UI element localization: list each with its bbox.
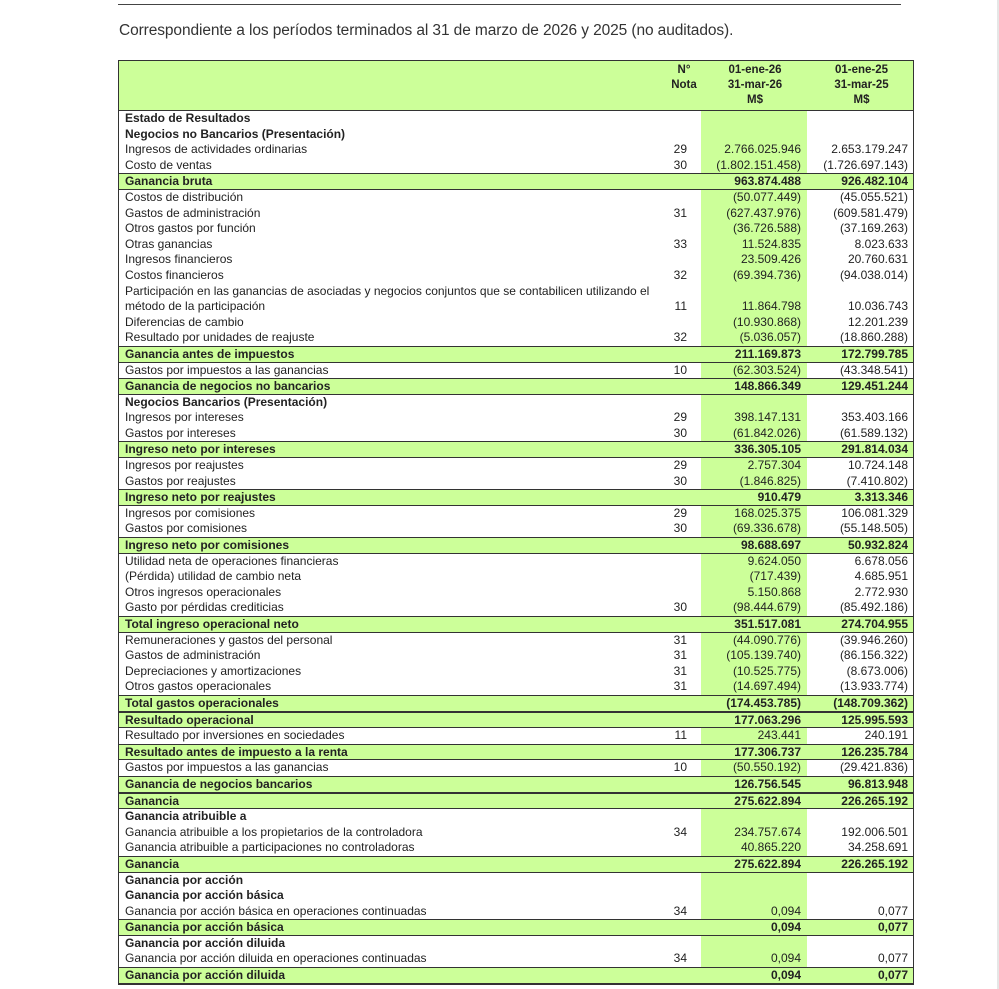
header-nota: N° Nota (671, 64, 697, 91)
subtotal-row (119, 856, 913, 873)
row-label: Total gastos operacionales (125, 695, 279, 710)
value-2025: 291.814.034 (841, 442, 908, 457)
subtotal-row (119, 695, 913, 712)
row-nota: 34 (673, 951, 687, 966)
value-2025: 106.081.329 (841, 505, 908, 520)
row-nota: 30 (673, 425, 687, 440)
row-label: Costos de distribución (125, 189, 244, 204)
row-label: Ganancia (125, 856, 180, 871)
value-2025: 0,077 (877, 903, 908, 918)
value-2025: (55.148.505) (839, 521, 908, 536)
table-row (119, 330, 913, 346)
row-nota: 10 (673, 362, 687, 377)
row-nota: 30 (673, 157, 687, 172)
row-label: Ingreso neto por intereses (125, 442, 276, 457)
row-label: Ganancia atribuible a participaciones no controladoras (125, 840, 415, 855)
value-2025: 10.724.148 (847, 458, 908, 473)
table-row (119, 521, 913, 537)
row-nota: 29 (673, 142, 687, 157)
table-row (119, 600, 913, 616)
value-2026: (61.842.026) (732, 425, 801, 440)
row-label: Ingreso neto por reajustes (125, 490, 276, 505)
value-2026: (717.439) (749, 569, 801, 584)
row-label: Ganancia por acción diluida (125, 968, 286, 983)
value-2026: 275.622.894 (734, 856, 801, 871)
row-label: Total ingreso operacional neto (125, 617, 299, 631)
table-row (119, 284, 913, 315)
header-period-2025: 01-ene-25 31-mar-25 M$ (834, 64, 889, 106)
row-label: Participación en las ganancias de asociadas y negocios conjuntos que se contabilicen utilizando el método de la participación (125, 283, 650, 314)
row-label: Ganancia bruta (125, 174, 213, 189)
table-row (119, 426, 913, 442)
value-2026: (98.444.679) (732, 600, 801, 615)
row-label: Otros gastos por función (125, 221, 256, 236)
value-2026: (50.550.192) (732, 760, 801, 775)
value-2025: 0,077 (877, 968, 908, 983)
table-body (119, 111, 913, 984)
row-nota: 30 (673, 521, 687, 536)
value-2025: 172.799.785 (841, 346, 908, 361)
row-label: Ganancia atribuible a los propietarios de la controladora (125, 824, 423, 839)
value-2025: 20.760.631 (847, 252, 908, 267)
value-2026: 211.169.873 (734, 346, 801, 361)
value-2026: (69.336.678) (732, 521, 801, 536)
value-2025: (61.589.132) (839, 425, 908, 440)
table-row (119, 809, 913, 825)
value-2025: (37.169.263) (839, 221, 908, 236)
row-label: Resultado por inversiones en sociedades (125, 728, 345, 743)
table-row (119, 395, 913, 411)
value-2025: 226.265.192 (841, 856, 908, 871)
row-nota: 10 (673, 760, 687, 775)
value-2026: 23.509.426 (740, 252, 801, 267)
row-label: Ingresos de actividades ordinarias (125, 142, 308, 157)
value-2025: 96.813.948 (847, 776, 908, 791)
value-2025: (609.581.479) (833, 205, 908, 220)
value-2026: 177.306.737 (734, 744, 801, 759)
row-label: (Pérdida) utilidad de cambio neta (125, 569, 302, 584)
value-2025: 6.678.056 (854, 553, 908, 568)
table-row (119, 904, 913, 920)
row-label: Ganancia por acción diluida en operaciones continuadas (125, 951, 427, 966)
value-2026: (10.525.775) (732, 663, 801, 678)
value-2025: 2.653.179.247 (831, 142, 908, 157)
value-2025: 274.704.955 (841, 617, 908, 631)
row-label: Gastos por comisiones (125, 521, 248, 536)
row-nota: 29 (673, 458, 687, 473)
value-2026: (14.697.494) (732, 679, 801, 694)
row-nota: 11 (674, 299, 687, 314)
subtotal-row (119, 744, 913, 761)
subtotal-row (119, 441, 913, 458)
value-2026: 11.524.835 (741, 236, 801, 251)
table-row (119, 221, 913, 237)
statement-caption: Correspondiente a los períodos terminados al 31 de marzo de 2026 y 2025 (no auditados). (119, 22, 734, 39)
table-row (119, 268, 913, 284)
row-label: Otros ingresos operacionales (125, 584, 282, 599)
row-label: Costo de ventas (125, 157, 212, 172)
subtotal-row (119, 346, 913, 363)
row-label: Negocios no Bancarios (Presentación) (125, 126, 346, 141)
table-row (119, 648, 913, 664)
row-label: Gasto por pérdidas crediticias (125, 600, 284, 615)
row-label: Costos financieros (125, 267, 224, 282)
row-label: Utilidad neta de operaciones financieras (125, 553, 339, 568)
subtotal-row (119, 173, 913, 190)
value-2026: 40.865.220 (740, 840, 801, 855)
value-2026: (1.802.151.458) (716, 157, 801, 172)
row-nota: 32 (673, 267, 687, 282)
table-row (119, 873, 913, 889)
value-2026: 0,094 (770, 903, 801, 918)
subtotal-row (119, 616, 913, 633)
subtotal-row (119, 378, 913, 395)
value-2026: 0,094 (770, 951, 801, 966)
row-nota: 31 (673, 205, 687, 220)
value-2026: 963.874.488 (734, 174, 801, 189)
row-nota: 31 (673, 679, 687, 694)
value-2025: 129.451.244 (841, 379, 908, 394)
value-2026: 5.150.868 (747, 584, 801, 599)
value-2025: 12.201.239 (847, 314, 908, 329)
value-2026: 0,094 (770, 968, 801, 983)
row-label: Gastos por reajustes (125, 473, 236, 488)
table-row (119, 506, 913, 522)
value-2025: (7.410.802) (846, 473, 908, 488)
row-nota: 11 (674, 728, 687, 743)
subtotal-row (119, 967, 913, 984)
value-2026: (1.846.825) (739, 473, 801, 488)
value-2025: (39.946.260) (839, 632, 908, 647)
table-row (119, 679, 913, 695)
value-2025: 4.685.951 (854, 569, 908, 584)
row-label: Ganancia de negocios bancarios (125, 776, 313, 791)
row-nota: 31 (673, 648, 687, 663)
value-2026: 126.756.545 (734, 776, 801, 791)
value-2025: 226.265.192 (841, 793, 908, 808)
value-2025: 125.995.593 (841, 712, 908, 727)
value-2025: (13.933.774) (839, 679, 908, 694)
row-label: Gastos por impuestos a las ganancias (125, 362, 329, 377)
table-row (119, 206, 913, 222)
value-2026: (627.437.976) (726, 205, 801, 220)
value-2025: (94.038.014) (839, 267, 908, 282)
subtotal-row (119, 919, 913, 936)
subtotal-row (119, 712, 913, 729)
value-2026: 398.147.131 (734, 410, 801, 425)
row-label: Gastos por impuestos a las ganancias (125, 760, 329, 775)
table-row (119, 633, 913, 649)
value-2025: 126.235.784 (841, 744, 908, 759)
row-nota: 30 (673, 473, 687, 488)
value-2026: (174.453.785) (726, 695, 801, 710)
value-2026: (44.090.776) (732, 632, 801, 647)
income-statement-table (118, 60, 914, 985)
value-2026: (10.930.868) (732, 314, 801, 329)
table-row (119, 728, 913, 744)
row-label: Ganancia de negocios no bancarios (125, 379, 331, 394)
row-label: Ganancia por acción (125, 872, 244, 887)
table-row (119, 252, 913, 268)
table-row (119, 888, 913, 904)
value-2026: 243.441 (757, 728, 801, 743)
row-label: Ganancia por acción básica (125, 920, 284, 935)
table-row (119, 127, 913, 143)
table-row (119, 158, 913, 174)
table-row (119, 315, 913, 331)
value-2025: 353.403.166 (841, 410, 908, 425)
row-label: Depreciaciones y amortizaciones (125, 663, 302, 678)
value-2026: 336.305.105 (734, 442, 801, 457)
subtotal-row (119, 489, 913, 506)
value-2026: (50.077.449) (732, 189, 801, 204)
value-2025: 0,077 (877, 951, 908, 966)
value-2026: 2.766.025.946 (724, 142, 801, 157)
table-header (119, 61, 913, 111)
value-2026: 2.757.304 (747, 458, 801, 473)
row-nota: 32 (673, 330, 687, 345)
value-2025: (43.348.541) (839, 362, 908, 377)
value-2025: 50.932.824 (847, 538, 908, 553)
row-label: Ganancia por acción diluida (125, 935, 286, 950)
value-2025: 2.772.930 (854, 584, 908, 599)
row-label: Ganancia (125, 793, 180, 808)
row-label: Estado de Resultados (125, 111, 251, 125)
table-row (119, 363, 913, 379)
value-2025: 192.006.501 (841, 824, 908, 839)
table-row (119, 951, 913, 967)
header-period-2026: 01-ene-26 31-mar-26 M$ (727, 64, 783, 106)
table-row (119, 474, 913, 490)
row-label: Ingresos financieros (125, 252, 233, 267)
table-row (119, 760, 913, 776)
value-2026: 275.622.894 (734, 793, 801, 808)
value-2025: (1.726.697.143) (823, 157, 908, 172)
value-2025: 34.258.691 (847, 840, 908, 855)
row-label: Ganancia por acción básica en operaciones continuadas (125, 903, 427, 918)
value-2026: 177.063.296 (734, 712, 801, 727)
row-label: Resultado operacional (125, 712, 254, 727)
value-2026: (62.303.524) (732, 362, 801, 377)
table-row (119, 458, 913, 474)
value-2025: (86.156.322) (839, 648, 908, 663)
value-2025: (45.055.521) (839, 189, 908, 204)
value-2025: 8.023.633 (854, 236, 908, 251)
value-2026: 351.517.081 (734, 617, 801, 631)
value-2025: (29.421.836) (839, 760, 908, 775)
value-2026: 234.757.674 (734, 824, 801, 839)
subtotal-row (119, 537, 913, 554)
value-2026: 168.025.375 (734, 505, 801, 520)
value-2026: 910.479 (757, 490, 801, 505)
table-row (119, 936, 913, 952)
value-2025: (85.492.186) (839, 600, 908, 615)
row-label: Ingresos por intereses (125, 410, 244, 425)
value-2026: 98.688.697 (740, 538, 801, 553)
title-underline (118, 4, 901, 5)
row-label: Negocios Bancarios (Presentación) (125, 394, 328, 409)
value-2025: 10.036.743 (847, 299, 908, 314)
row-label: Remuneraciones y gastos del personal (125, 632, 333, 647)
value-2026: 148.866.349 (734, 379, 801, 394)
table-row (119, 664, 913, 680)
row-label: Resultado por unidades de reajuste (125, 330, 315, 345)
value-2025: (8.673.006) (846, 663, 908, 678)
row-nota: 31 (673, 663, 687, 678)
table-row (119, 569, 913, 585)
row-label: Gastos por intereses (125, 425, 236, 440)
value-2025: 0,077 (877, 920, 908, 935)
table-row (119, 825, 913, 841)
row-label: Ingresos por reajustes (125, 458, 244, 473)
row-nota: 34 (673, 824, 687, 839)
row-label: Ingresos por comisiones (125, 505, 256, 520)
row-label: Otras ganancias (125, 236, 213, 251)
row-label: Resultado antes de impuesto a la renta (125, 744, 348, 759)
table-row (119, 554, 913, 570)
row-nota: 31 (673, 632, 687, 647)
table-row (119, 585, 913, 601)
row-label: Otros gastos operacionales (125, 679, 272, 694)
row-nota: 30 (673, 600, 687, 615)
value-2026: (69.394.736) (732, 267, 801, 282)
table-row (119, 142, 913, 158)
value-2025: (18.860.288) (839, 330, 908, 345)
value-2026: 0,094 (770, 920, 801, 935)
row-label: Ganancia antes de impuestos (125, 346, 295, 361)
row-label: Gastos de administración (125, 648, 261, 663)
row-label: Gastos de administración (125, 205, 261, 220)
row-nota: 29 (673, 410, 687, 425)
value-2026: (36.726.588) (732, 221, 801, 236)
table-row (119, 190, 913, 206)
value-2025: 926.482.104 (841, 174, 908, 189)
row-label: Diferencias de cambio (125, 314, 244, 329)
subtotal-row (119, 776, 913, 793)
row-nota: 34 (673, 903, 687, 918)
value-2026: (5.036.057) (739, 330, 801, 345)
row-label: Ganancia atribuible a (125, 809, 247, 824)
row-nota: 29 (673, 505, 687, 520)
row-label: Ingreso neto por comisiones (125, 538, 290, 553)
subtotal-row (119, 793, 913, 810)
value-2026: (105.139.740) (726, 648, 801, 663)
value-2025: 240.191 (864, 728, 908, 743)
row-nota: 33 (673, 236, 687, 251)
table-row (119, 111, 913, 127)
row-label: Ganancia por acción básica (125, 888, 284, 903)
value-2026: 9.624.050 (747, 553, 801, 568)
table-row (119, 840, 913, 856)
table-row (119, 237, 913, 253)
value-2026: 11.864.798 (741, 299, 801, 314)
value-2025: (148.709.362) (833, 695, 908, 710)
value-2025: 3.313.346 (854, 490, 908, 505)
table-row (119, 410, 913, 426)
